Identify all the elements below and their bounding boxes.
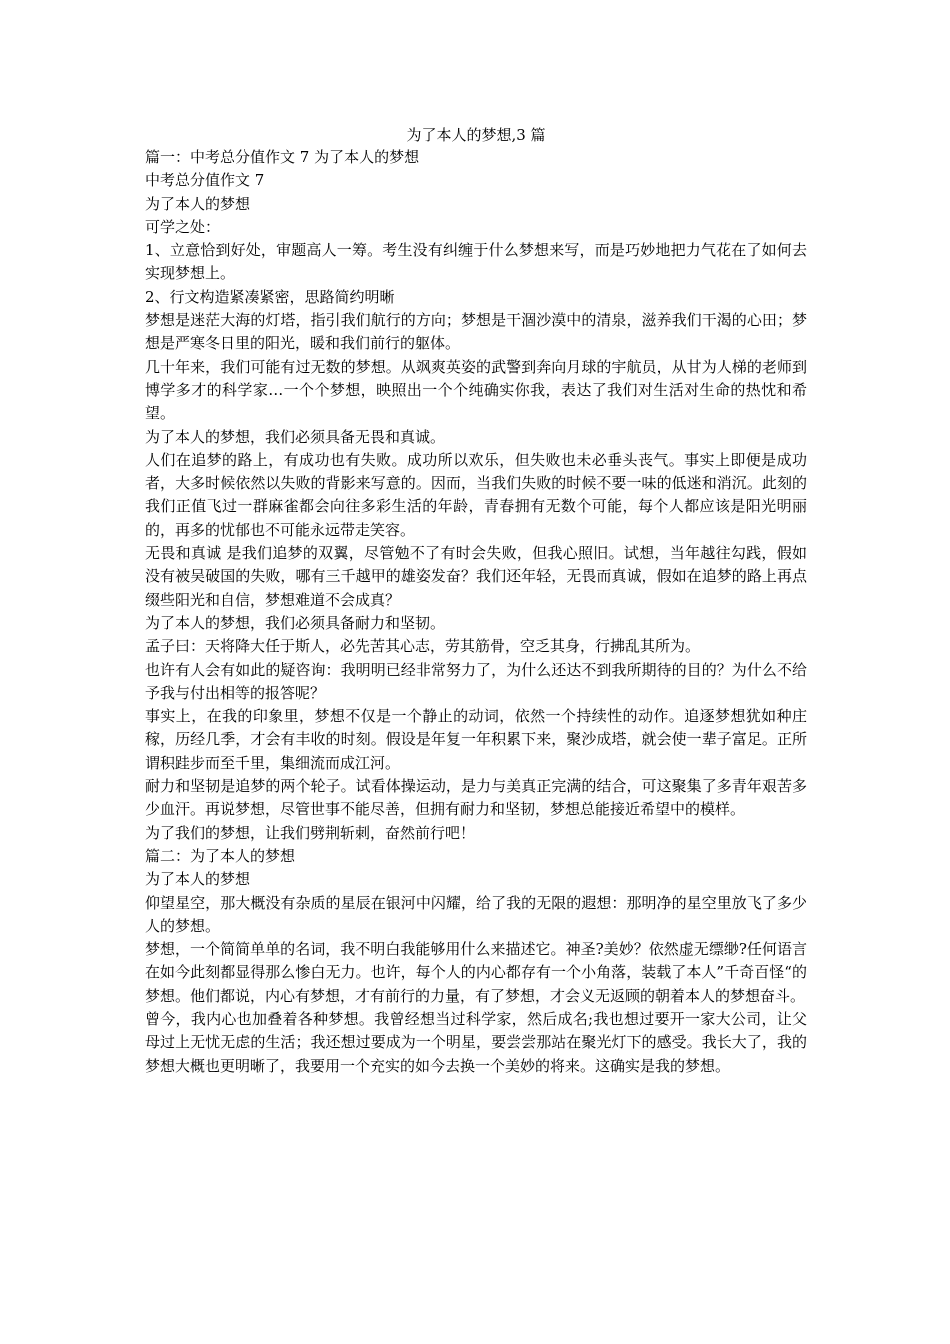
paragraph: 梦想是迷茫大海的灯塔，指引我们航行的方向；梦想是干涸沙漠中的清泉，滋养我们干渴的心田；梦想是严寒冬日里的阳光，暖和我们前行的躯体。 <box>145 311 807 353</box>
paragraph: 耐力和坚韧是追梦的两个轮子。试看体操运动，是力与美真正完满的结合，可这聚集了多青年艰苦多少血汗。再说梦想，尽管世事不能尽善，但拥有耐力和坚韧，梦想总能接近希望中的模样。 <box>145 777 807 819</box>
document-page <box>145 125 807 1078</box>
paragraph: 仰望星空，那大概没有杂质的星辰在银河中闪耀，给了我的无限的遐想：那明净的星空里放飞了多少人的梦想。 <box>145 893 807 935</box>
paragraph: 事实上，在我的印象里，梦想不仅是一个静止的动词，依然一个持续性的动作。追逐梦想犹如种庄稼，历经几季，才会有丰收的时刻。假设是年复一年积累下来，聚沙成塔，就会使一辈子富足。正所谓积跬步而至千里，集细流而成江河。 <box>145 707 807 772</box>
paragraph: 为了我们的梦想，让我们劈荆斩刺，奋然前行吧！ <box>145 823 476 842</box>
paragraph: 为了本人的梦想 <box>145 194 251 213</box>
paragraph: 为了本人的梦想 <box>145 870 251 889</box>
paragraph: 孟子曰：天将降大任于斯人，必先苦其心志，劳其筋骨，空乏其身，行拂乱其所为。 <box>145 637 701 656</box>
document-title: 为了本人的梦想,3 篇 <box>406 126 546 144</box>
paragraph: 中考总分值作文 7 <box>145 171 265 190</box>
paragraph: 为了本人的梦想，我们必须具备无畏和真诚。 <box>145 427 446 446</box>
paragraph: 几十年来，我们可能有过无数的梦想。从飒爽英姿的武警到奔向月球的宇航员，从甘为人梯的老师到博学多才的科学家…一个个梦想，映照出一个个纯确实你我，表达了我们对生活对生命的热忱和希望。 <box>145 357 807 423</box>
paragraph: 无畏和真诚 是我们追梦的双翼，尽管勉不了有时会失败，但我心照旧。试想，当年越往勾践，假如没有被吴破国的失败，哪有三千越甲的雄姿发奋？我们还年轻，无畏而真诚，假如在追梦的路上再点缀些阳光和自信，梦想难道不会成真？ <box>145 544 807 609</box>
paragraph: 可学之处： <box>145 217 221 236</box>
paragraph: 为了本人的梦想，我们必须具备耐力和坚韧。 <box>145 613 446 632</box>
paragraph: 2、行文构造紧凑紧密，思路简约明晰 <box>145 287 395 306</box>
paragraph: 人们在追梦的路上，有成功也有失败。成功所以欢乐，但失败也未必垂头丧气。事实上即便是成功者，大多时候依然以失败的背影来写意的。因而，当我们失败的时候不要一味的低迷和消沉。此刻的我们正值飞过一群麻雀都会向往多彩生活的年龄，青春拥有无数个可能，每个人都应该是阳光明丽的，再多的忧郁也不可能永远带走笑容。 <box>145 450 807 539</box>
paragraph: 也许有人会有如此的疑咨询：我明明已经非常努力了，为什么还达不到我所期待的目的？为什么不给予我与付出相等的报答呢？ <box>145 660 807 702</box>
paragraph: 曾今，我内心也加叠着各种梦想。我曾经想当过科学家，然后成名;我也想过要开一家大公司，让父母过上无忧无虑的生活；我还想过要成为一个明星，要尝尝那站在聚光灯下的感受。我长大了，我的梦想大概也更明晰了，我要用一个充实的如今去换一个美妙的将来。这确实是我的梦想。 <box>145 1009 807 1075</box>
paragraph: 梦想，一个简简单单的名词，我不明白我能够用什么来描述它。神圣?美妙？依然虚无缥缈?任何语言在如今此刻都显得那么惨白无力。也许，每个人的内心都存有一个小角落，装载了本人”千奇百怪“的梦想。他们都说，内心有梦想，才有前行的力量，有了梦想，才会义无返顾的朝着本人的梦想奋斗。 <box>145 940 807 1005</box>
paragraph: 1、立意恰到好处，审题高人一筹。考生没有纠缠于什么梦想来写，而是巧妙地把力气花在了如何去实现梦想上。 <box>145 241 807 283</box>
paragraph: 篇一：中考总分值作文 7 为了本人的梦想 <box>145 148 420 166</box>
section-heading: 篇二：为了本人的梦想 <box>145 846 296 865</box>
